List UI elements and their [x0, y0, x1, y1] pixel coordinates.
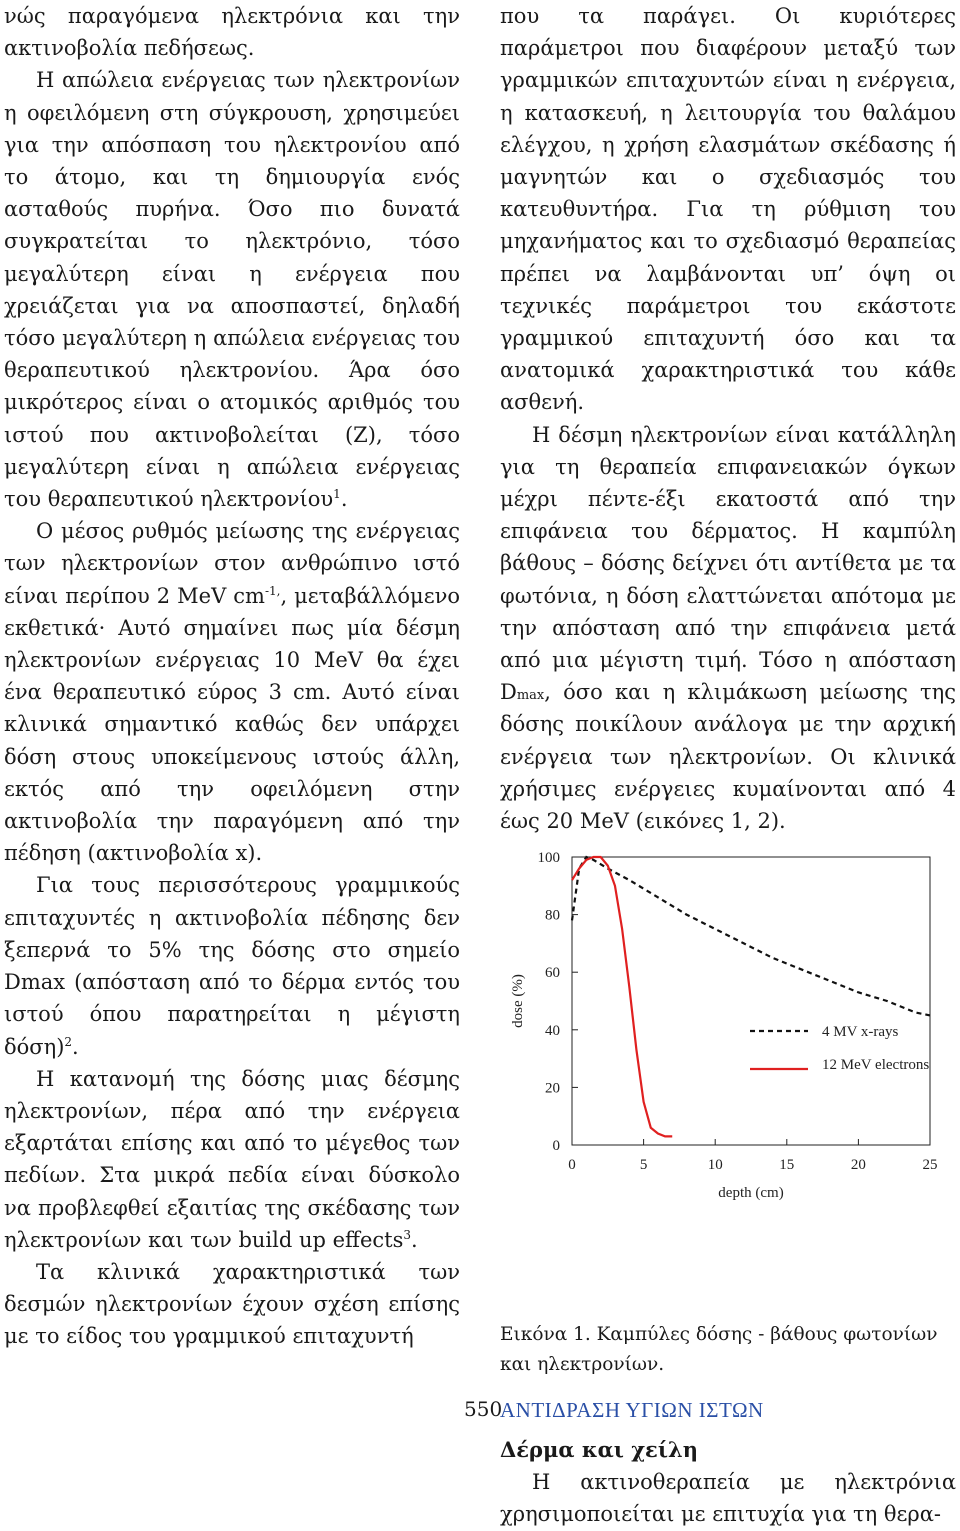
y-tick-label: 0 — [552, 1138, 560, 1155]
paragraph-text: Για τους περισσότερους γραμμικούς επιταχυντές η ακτινοβολία πέδησης δεν ξεπερνά το 5% της δόσης στο σημείο Dmax (απόσταση από το δέρμα εντός του ιστού όπου παρατηρείται η μέγιστη δόση) — [4, 873, 460, 1059]
paragraph — [4, 64, 460, 515]
paragraph-text: Η δέσμη ηλεκτρονίων είναι κατάλληλη για τη θεραπεία επιφανειακών όγκων μέχρι πέντε-έξι εκατοστά από την επιφάνεια του δέρματος. Η καμπύλη βάθους – δόσης δείχνει ότι αντίθετα με τα φωτόνια, η δόση ελαττώνεται απότομα με την απόσταση από την επιφάνεια μετά από μια μέγιστη τιμή. Τόσο η απόσταση D — [500, 422, 956, 705]
legend-label: 12 MeV electrons — [822, 1057, 930, 1074]
series-line-x-rays — [572, 857, 930, 1015]
x-tick-label: 15 — [779, 1157, 795, 1174]
paragraph-text: νώς παραγόμενα ηλεκτρόνια και την ακτινοβολία πεδήσεως. — [4, 4, 460, 61]
subscript: max — [516, 688, 545, 704]
paragraph-text: Η κατανομή της δόσης μιας δέσμης ηλεκτρονίων, πέρα από την ενέργεια εξαρτάται επίσης και από το μέγεθος των πεδίων. Στα μικρά πεδία είναι δύσκολο να προβλεφθεί εξαιτίας της σκέδασης των ηλεκτρονίων και των build up effects — [4, 1066, 460, 1252]
paragraph-text: , όσο και η κλιμάκωση μείωσης της δόσης ποικίλουν ανάλογα με την αρχική ενέργεια των ηλεκτρονίων. Οι κλινικά χρήσιμες ενέργειες κυμαίνονται από 4 έως 20 MeV (εικόνες 1, 2). — [500, 680, 956, 834]
paragraph-text: Η ακτινοθεραπεία με ηλεκτρόνια χρησιμοποιείται με επιτυχία για τη θερα- — [500, 1470, 956, 1527]
figure-caption: Εικόνα 1. Καμπύλες δόσης - βάθους φωτονίων και ηλεκτρονίων. — [500, 1324, 938, 1376]
paragraph — [4, 1256, 460, 1353]
paragraph-text: , μεταβάλλόμενο εκθετικά· Αυτό σημαίνει πως μία δέσμη ηλεκτρονίων ενέργειας 10 MeV θα έχει ένα θεραπευτικό εύρος 3 cm. Αυτό είναι κλινικά σημαντικό καθώς δεν υπάρχει δόση στους υποκείμενους ιστούς άλλη, εκτός από την οφειλόμενη στην ακτινοβολία την παραγόμενη από την πέδηση (ακτινοβολία x). — [4, 583, 460, 866]
subsection-heading: Δέρμα και χείλη — [500, 1437, 698, 1463]
series-line-electrons — [572, 857, 672, 1136]
figure-dose-depth-chart — [500, 843, 940, 1238]
section-heading: ΑΝΤΙΔΡΑΣΗ ΥΓΙΩΝ ΙΣΤΩΝ — [500, 1398, 764, 1423]
paragraph — [4, 0, 460, 64]
right-column — [500, 0, 956, 1531]
paragraph — [4, 1063, 460, 1256]
x-tick-label: 5 — [639, 1157, 648, 1174]
reference-number: 3 — [403, 1227, 412, 1242]
x-tick-label: 25 — [922, 1157, 938, 1174]
reference-number: 1 — [333, 487, 341, 502]
paragraph-text: Τα κλινικά χαρακτηριστικά των δεσμών ηλεκτρονίων έχουν σχέση επίσης με το είδος του γραμμικού επιταχυντή — [4, 1259, 460, 1349]
y-tick-label: 60 — [545, 965, 560, 982]
y-tick-label: 40 — [545, 1023, 560, 1040]
paragraph-text: Η απώλεια ενέργειας των ηλεκτρονίων η οφειλόμενη στη σύγκρουση, χρησιμεύει για την απόσπαση του ηλεκτρονίου από το άτομο, και τη δημιουργία ενός ασταθούς πυρήνα. Όσο πιο δυνατά συγκρατείται το ηλεκτρόνιο, τόσο μεγαλύτερη είναι η ενέργεια που χρειάζεται για να αποσπαστεί, δηλαδή τόσο μεγαλύτερη η απώλεια ενέργειας του θεραπευτικού ηλεκτρονίου. Άρα όσο μικρότερος είναι ο ατομικός αριθμός του ιστού που ακτινοβολείται (Ζ), τόσο μεγαλύτερη είναι η απώλεια ενέργειας του θεραπευτικού ηλεκτρονίου — [4, 68, 460, 512]
x-tick-label: 0 — [568, 1157, 576, 1174]
paragraph — [4, 869, 460, 1062]
paragraph — [500, 0, 956, 419]
paragraph — [500, 419, 956, 838]
y-tick-label: 100 — [537, 850, 560, 867]
paragraph — [500, 1466, 956, 1530]
reference-number: 2 — [64, 1034, 73, 1049]
y-axis-label: dose (%) — [510, 974, 526, 1029]
paragraph-text: Ο μέσος ρυθμός μείωσης της ενέργειας των ηλεκτρονίων στον ανθρώπινο ιστό είναι περίπου 2 MeV cm — [4, 519, 460, 608]
y-tick-label: 20 — [545, 1080, 560, 1097]
legend-label: 4 MV x-rays — [822, 1024, 899, 1041]
x-tick-label: 20 — [850, 1157, 866, 1174]
plot-frame — [572, 857, 930, 1145]
superscript: -1, — [264, 583, 281, 598]
punctuation: . — [72, 1034, 79, 1059]
y-tick-label: 80 — [545, 907, 560, 924]
page-number: 550 — [464, 1397, 503, 1421]
paragraph-text: που τα παράγει. Οι κυριότερες παράμετροι που διαφέρουν μεταξύ των γραμμικών επιταχυντών είναι η ενέργεια, η κατασκευή, η λειτουργία του θαλάμου ελέγχου, η χρήση ελασμάτων σκέδασης ή μαγνητών και ο σχεδιασμός του κατευθυντήρα. Για τη ρύθμιση του μηχανήματος και το σχεδιασμό θεραπείας πρέπει να λαμβάνονται υπ’ όψη οι τεχνικές παράμετροι του εκάστοτε γραμμικού επιταχυντή όσο και τα ανατομικά χαρακτηριστικά του κάθε ασθενή. — [500, 4, 956, 415]
punctuation: . — [411, 1227, 418, 1252]
x-axis-label: depth (cm) — [718, 1185, 784, 1202]
x-tick-label: 10 — [707, 1157, 723, 1174]
left-column — [4, 0, 460, 1353]
paragraph — [4, 515, 460, 869]
chart-svg — [500, 843, 940, 1238]
punctuation: . — [340, 487, 348, 512]
